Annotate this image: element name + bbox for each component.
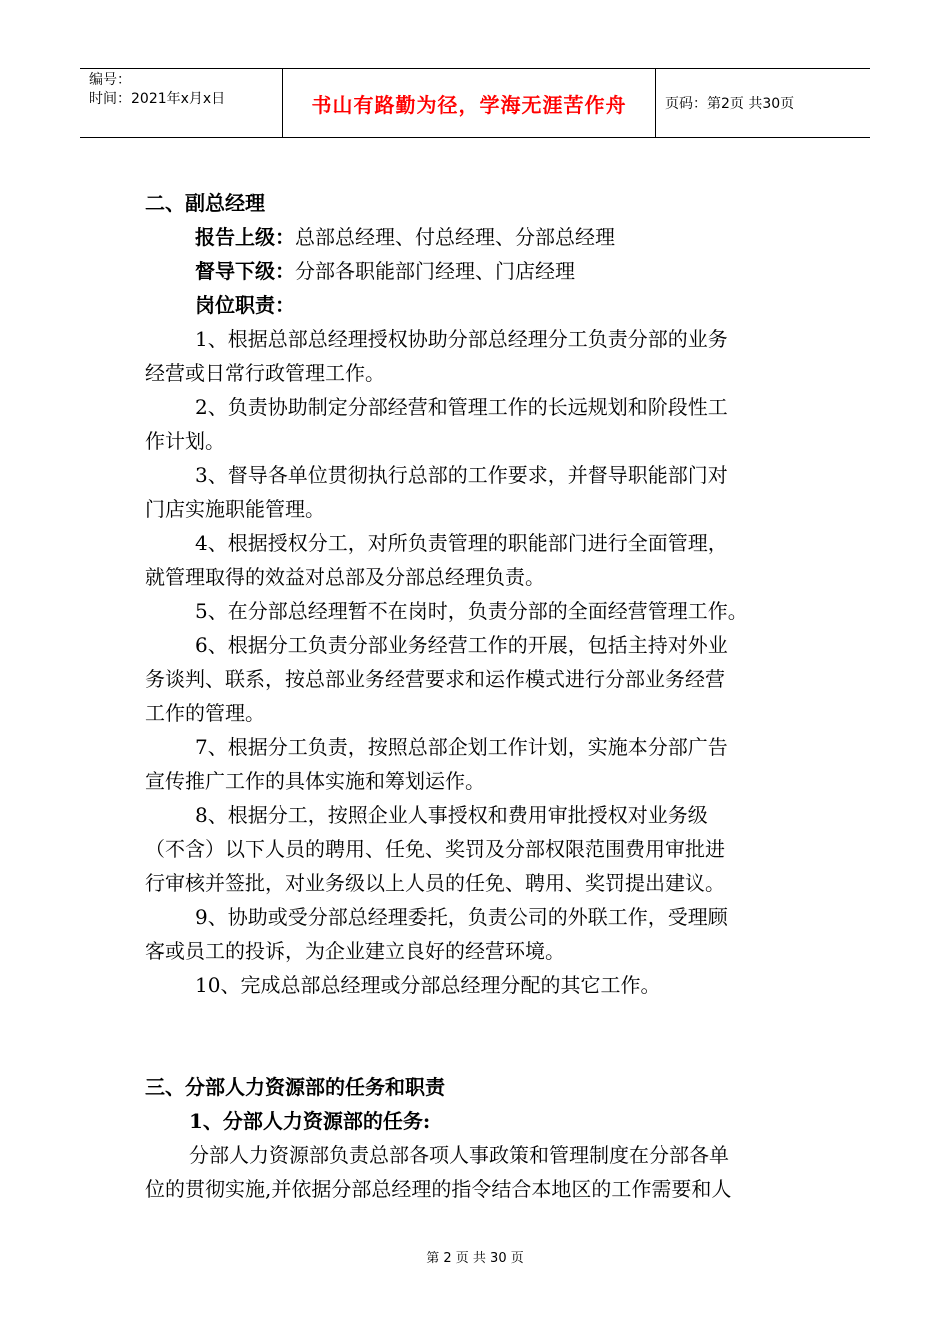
duty-line: 7、根据分工负责，按照总部企划工作计划，实施本分部广告	[195, 735, 728, 759]
header-motto: 书山有路勤为径，学海无涯苦作舟	[311, 92, 627, 117]
supervise-line	[145, 254, 810, 288]
duty-line: 8、根据分工，按照企业人事授权和费用审批授权对业务级	[195, 803, 708, 827]
duty-line: 4、根据授权分工，对所负责管理的职能部门进行全面管理，	[195, 531, 728, 555]
report-to-value: 总部总经理、付总经理、分部总经理	[295, 225, 615, 249]
duty-line: 2、负责协助制定分部经营和管理工作的长远规划和阶段性工	[195, 395, 728, 419]
duty-line: 6、根据分工负责分部业务经营工作的开展，包括主持对外业	[195, 633, 728, 657]
duty-line: 行审核并签批，对业务级以上人员的任免、聘用、奖罚提出建议。	[145, 871, 725, 895]
section-3-title: 三、分部人力资源部的任务和职责	[145, 1075, 445, 1099]
section-3-line: 分部人力资源部负责总部各项人事政策和管理制度在分部各单	[189, 1143, 729, 1167]
duty-line: 宣传推广工作的具体实施和筹划运作。	[145, 769, 485, 793]
section-3-line: 位的贯彻实施,并依据分部总经理的指令结合本地区的工作需要和人	[145, 1177, 732, 1201]
report-to-label: 报告上级：	[195, 225, 295, 249]
duty-line: 3、督导各单位贯彻执行总部的工作要求，并督导职能部门对	[195, 463, 728, 487]
duty-line: 务谈判、联系，按总部业务经营要求和运作模式进行分部业务经营	[145, 667, 725, 691]
duty-line: 5、在分部总经理暂不在岗时，负责分部的全面经营管理工作。	[195, 599, 748, 623]
header-motto-cell	[283, 69, 656, 137]
duty-line: 客或员工的投诉，为企业建立良好的经营环境。	[145, 939, 565, 963]
page-footer: 第 2 页 共 30 页	[426, 1251, 524, 1266]
document-body	[145, 186, 810, 1206]
duty-line: 门店实施职能管理。	[145, 497, 325, 521]
report-to-line	[145, 220, 810, 254]
supervise-label: 督导下级：	[195, 259, 295, 283]
duty-line: 作计划。	[145, 429, 225, 453]
duty-line: 就管理取得的效益对总部及分部总经理负责。	[145, 565, 545, 589]
duty-line: 9、协助或受分部总经理委托，负责公司的外联工作，受理顾	[195, 905, 728, 929]
duty-line: 10、完成总部总经理或分部总经理分配的其它工作。	[195, 973, 661, 997]
duties-label: 岗位职责：	[195, 293, 295, 317]
section-spacer	[145, 1002, 810, 1036]
doc-number-label: 编号：	[89, 72, 131, 88]
header-page-info: 页码：第2页 共30页	[665, 96, 795, 112]
header-page-cell	[656, 69, 870, 137]
page-header	[80, 68, 870, 138]
header-meta-cell	[80, 69, 283, 137]
doc-date-label: 时间：2021年x月x日	[89, 91, 226, 107]
section-3-subtitle: 1、分部人力资源部的任务:	[189, 1109, 431, 1133]
supervise-value: 分部各职能部门经理、门店经理	[295, 259, 575, 283]
duty-line: （不含）以下人员的聘用、任免、奖罚及分部权限范围费用审批进	[145, 837, 725, 861]
duty-line: 1、根据总部总经理授权协助分部总经理分工负责分部的业务	[195, 327, 728, 351]
section-2-title: 二、副总经理	[145, 191, 265, 215]
duty-line: 经营或日常行政管理工作。	[145, 361, 385, 385]
duty-line: 工作的管理。	[145, 701, 265, 725]
